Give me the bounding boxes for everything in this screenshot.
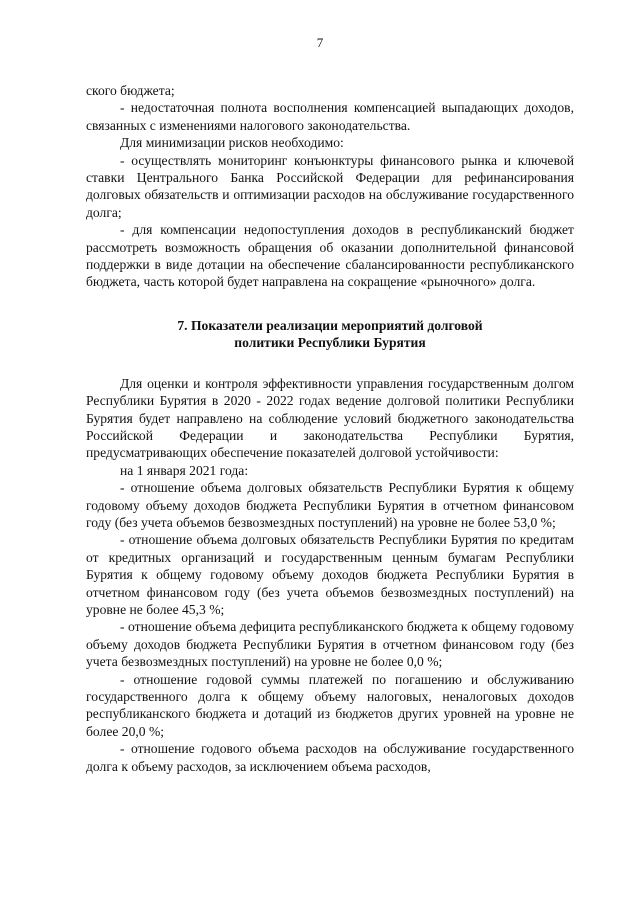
page-number: 7 — [316, 35, 324, 50]
paragraph: - недостаточная полнота восполнения компенсацией выпадающих доходов, связанных с изменениями налогового законодательства. — [86, 100, 574, 133]
paragraph: Для оценки и контроля эффективности управления государственным долгом Республики Бурятия в 2020 - 2022 годах ведение долговой политики Республики Бурятия будет направлено на соблюдение условий бюджетного законодательства Российской Федерации и законодательства Республики Бурятия, предусматривающих обеспечение показателей долговой устойчивости: — [86, 375, 574, 461]
section-heading-line: 7. Показатели реализации мероприятий долговой — [177, 317, 483, 333]
paragraph: на 1 января 2021 года: — [120, 462, 249, 478]
paragraph: - отношение годового объема расходов на обслуживание государственного долга к объему расходов, за исключением объема расходов, — [86, 741, 574, 774]
section-heading — [86, 317, 574, 352]
text-block — [86, 82, 574, 775]
paragraph: - отношение объема дефицита республиканского бюджета к общему годовому объему доходов бюджета Республики Бурятия в отчетном финансовом году (без учета безвозмездных поступлений) на уровне не более 0,0 %; — [86, 619, 574, 670]
paragraph: ского бюджета; — [86, 83, 175, 98]
paragraph: - осуществлять мониторинг конъюнктуры финансового рынка и ключевой ставки Центрального Банка Российской Федерации для рефинансирования долговых обязательств и оптимизации расходов на обслуживание государственного долга; — [86, 152, 574, 220]
paragraph: - для компенсации недопоступления доходов в республиканский бюджет рассмотреть возможность обращения об оказании дополнительной финансовой поддержки в виде дотации на обеспечение сбалансированности республиканского бюджета, часть которой будет направлена на сокращение «рыночного» долга. — [86, 222, 574, 290]
paragraph: - отношение годовой суммы платежей по погашению и обслуживанию государственного долга к общему объему налоговых, неналоговых доходов республиканского бюджета и дотаций из бюджетов других уровней на уровне не более 20,0 %; — [86, 671, 574, 739]
section-heading-line: политики Республики Бурятия — [234, 335, 426, 351]
paragraph: Для минимизации рисков необходимо: — [120, 135, 344, 151]
paragraph: - отношение объема долговых обязательств Республики Бурятия по кредитам от кредитных организаций и государственным ценным бумагам Республики Бурятия к общему годовому объему доходов бюджета Республики Бурятия в отчетном финансовом году (без учета объемов безвозмездных поступлений) на уровне не более 45,3 %; — [86, 532, 574, 617]
paragraph: - отношение объема долговых обязательств Республики Бурятия к общему годовому объему доходов бюджета Республики Бурятия в отчетном финансовом году (без учета объемов безвозмездных поступлений) на уровне не более 53,0 %; — [86, 480, 574, 530]
